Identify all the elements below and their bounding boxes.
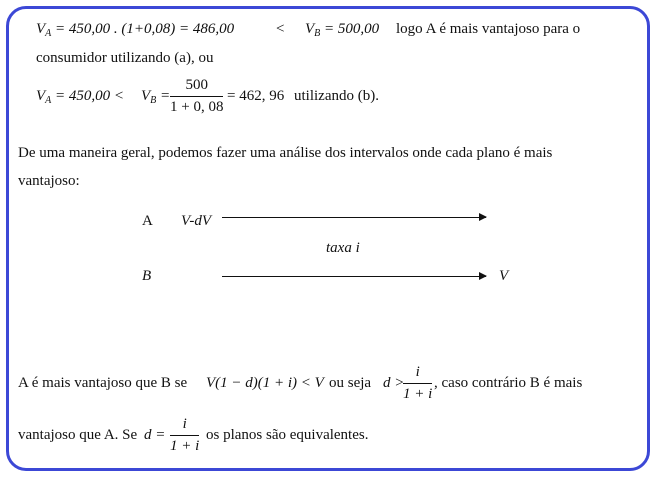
formula-va: $V_A = 450,00$ < bbox=[36, 88, 125, 106]
equals-sign: = bbox=[161, 88, 170, 104]
plan-a-label: A bbox=[142, 213, 153, 229]
fraction-i-over-1-plus-i: $\frac{i}{1 + i}$ bbox=[403, 364, 433, 402]
plan-a-arrow bbox=[222, 217, 486, 218]
plan-b-arrow bbox=[222, 276, 486, 277]
result-value: = 462, 96 bbox=[227, 88, 285, 104]
content-frame bbox=[6, 6, 650, 471]
plan-b-end-value: V bbox=[499, 268, 509, 284]
less-than-symbol: < bbox=[276, 21, 285, 37]
d-greater-than: d > bbox=[383, 375, 405, 391]
equivalence-text-end: os planos são equivalentes. bbox=[206, 427, 369, 443]
equivalence-text-start: vantajoso que A. Se bbox=[18, 427, 138, 443]
fraction-i-over-1-plus-i-equal: $\frac{i}{1 + i}$ bbox=[170, 416, 200, 454]
plan-b-label: B bbox=[142, 268, 152, 284]
paragraph-intro-line1: De uma maneira geral, podemos fazer uma análise dos intervalos onde cada plano é mais bbox=[18, 145, 553, 161]
utilizando-b-text: utilizando (b). bbox=[294, 88, 379, 104]
rate-label: taxa i bbox=[326, 240, 360, 256]
fraction-500: $\frac{500}{1 + 0, 08}$ bbox=[170, 77, 224, 115]
plan-a-start-value: V-dV bbox=[181, 213, 211, 229]
d-equals: d = bbox=[144, 427, 166, 443]
conclusion-text-continued: consumidor utilizando (a), ou bbox=[36, 50, 214, 66]
otherwise-text: , caso contrário B é mais bbox=[434, 375, 583, 391]
ou-seja-text: ou seja bbox=[329, 375, 372, 391]
condition-text-start: A é mais vantajoso que B se bbox=[18, 375, 188, 391]
formula-vb-value: $V_B = 500,00$ bbox=[305, 21, 380, 39]
formula-vb: $V_B$ bbox=[141, 88, 157, 106]
conclusion-text: logo A é mais vantajoso para o bbox=[396, 21, 581, 37]
paragraph-intro-line2: vantajoso: bbox=[18, 173, 80, 189]
formula-va-calc: $V_A = 450,00$ . (1+0,08) = 486,00 bbox=[36, 21, 235, 39]
inequality-formula: V(1 − d)(1 + i) < V bbox=[206, 375, 324, 391]
